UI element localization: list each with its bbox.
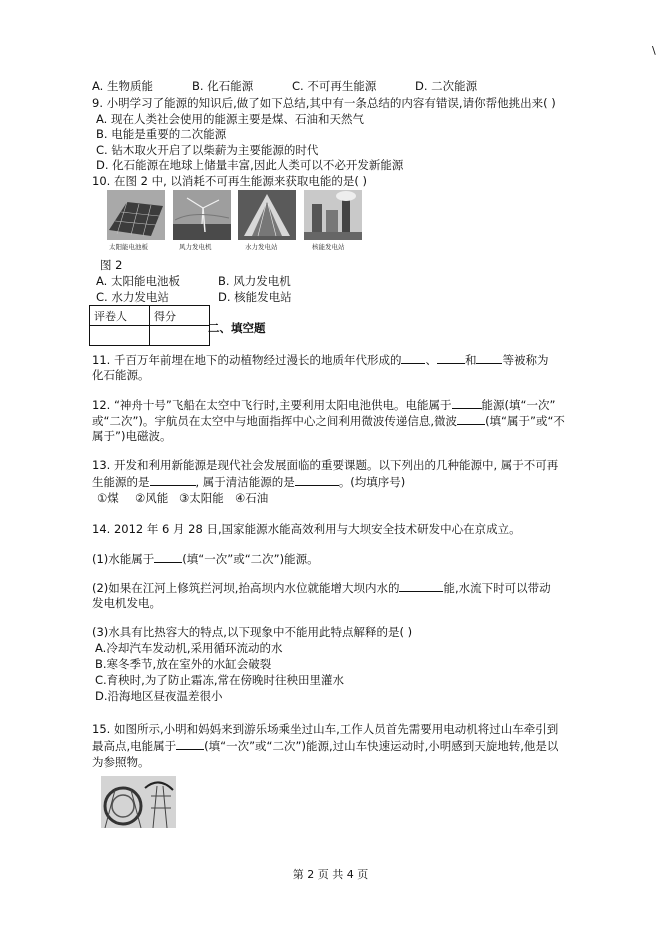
q11-blank-3 — [476, 352, 502, 364]
figure-2-label: 图 2 — [100, 258, 123, 272]
q14-text: 能,水流下时可以带动 — [443, 581, 551, 595]
section-title: 二、填空题 — [208, 321, 266, 335]
q12-text: 或“二次”)。宇航员在太空中与地面指挥中心之间利用微波传递信息,微波 — [92, 414, 458, 428]
q11-text: 和 — [464, 353, 477, 367]
q12-line2 — [92, 413, 565, 428]
q10-option-d: D. 核能发电站 — [218, 290, 292, 304]
q14-blank-1 — [154, 551, 182, 563]
q12-text: 12. “神舟十号”飞船在太空中飞行时,主要利用太阳电池供电。电能属于 — [92, 398, 452, 412]
q14-stem: 14. 2012 年 6 月 28 日,国家能源水能高效利用与大坝安全技术研发中心在京成立。 — [92, 522, 521, 536]
corner-mark: \ — [652, 44, 656, 57]
q9-stem: 9. 小明学习了能源的知识后,做了如下总结,其中有一条总结的内容有错误,请你帮他挑出来( ) — [92, 96, 556, 110]
q12-text: (填“属于”或“不 — [485, 414, 565, 428]
q11-text: 、 — [425, 353, 437, 367]
reviewer-cell — [90, 326, 150, 346]
q10-option-a: A. 太阳能电池板 — [96, 274, 180, 288]
q15-line2 — [92, 738, 558, 753]
q8-option-b: B. 化石能源 — [192, 79, 254, 93]
q10-stem: 10. 在图 2 中, 以消耗不可再生能源来获取电能的是( ) — [92, 174, 368, 188]
q14-option-b: B.寒冬季节,放在室外的水缸会破裂 — [95, 657, 272, 671]
hydro-station-photo — [238, 190, 296, 240]
q13-text: , 属于清洁能源的是 — [195, 475, 295, 489]
caption-wind: 风力发电机 — [179, 243, 212, 251]
nuclear-station-photo — [304, 190, 362, 240]
q15-text: 最高点,电能属于 — [92, 739, 177, 753]
q10-options-row2 — [96, 290, 292, 304]
reviewer-label: 评卷人 — [90, 306, 150, 326]
q9-option-a: A. 现在人类社会使用的能源主要是煤、石油和天然气 — [96, 112, 364, 126]
q11-text: 11. 千百万年前埋在地下的动植物经过漫长的地质年代形成的 — [92, 353, 402, 367]
q14-option-d: D.沿海地区昼夜温差很小 — [95, 689, 223, 703]
q13-blank-1 — [150, 474, 196, 486]
q12-blank-1 — [452, 397, 482, 409]
q12-text: 能源(填“一次” — [481, 398, 556, 412]
q13-text: 。(均填序号) — [338, 475, 406, 489]
q8-option-d: D. 二次能源 — [415, 79, 478, 93]
q13-options — [97, 491, 268, 505]
q14-text: (2)如果在江河上修筑拦河坝,抬高坝内水位就能增大坝内水的 — [92, 581, 400, 595]
q15-line3 — [92, 754, 150, 769]
q10-option-c: C. 水力发电站 — [96, 290, 169, 304]
q8-options — [92, 79, 477, 93]
q14-part1 — [92, 551, 319, 566]
q14-option-a: A.冷却汽车发动机,采用循环流动的水 — [95, 641, 283, 655]
q11-blank-1 — [401, 352, 425, 364]
q14-part2-line2: 发电机发电。 — [92, 596, 161, 610]
q15-line1: 15. 如图所示,小明和妈妈来到游乐场乘坐过山车,工作人员首先需要用电动机将过山车牵引到 — [92, 722, 559, 736]
q12-line1 — [92, 397, 555, 412]
caption-nuclear: 核能发电站 — [312, 243, 345, 251]
q9-option-c: C. 钻木取火开启了以柴薪为主要能源的时代 — [96, 143, 319, 157]
q14-option-c: C.育秧时,为了防止霜冻,常在傍晚时往秧田里灌水 — [95, 673, 344, 687]
q14-text: (1)水能属于 — [92, 552, 155, 566]
q10-options-row1 — [96, 274, 291, 288]
q8-option-a: A. 生物质能 — [92, 79, 153, 93]
q11-text: 等被称为 — [502, 353, 549, 367]
caption-hydro: 水力发电站 — [245, 243, 278, 251]
score-box — [89, 305, 210, 346]
q13-option-1: ①煤 — [97, 491, 119, 505]
q14-text: (填“一次”或“二次”)能源。 — [182, 552, 319, 566]
q13-option-4: ④石油 — [235, 491, 269, 505]
q12-line3: 属于”)电磁波。 — [92, 429, 172, 443]
figure-2-photos — [107, 190, 363, 252]
score-label: 得分 — [150, 306, 210, 326]
roller-coaster-photo — [101, 776, 176, 828]
q13-text: 生能源的是 — [92, 475, 150, 489]
q14-blank-2 — [399, 580, 443, 592]
q8-option-c: C. 不可再生能源 — [292, 79, 377, 93]
q11-line1 — [92, 352, 548, 367]
q9-option-b: B. 电能是重要的二次能源 — [96, 127, 227, 141]
q13-blank-2 — [295, 474, 339, 486]
q14-part3: (3)水具有比热容大的特点,以下现象中不能用此特点解释的是( ) — [92, 625, 413, 639]
q14-part2-line1 — [92, 580, 551, 595]
q13-line2 — [92, 474, 405, 489]
q10-option-b: B. 风力发电机 — [218, 274, 291, 288]
q11-line2: 化石能源。 — [92, 368, 150, 382]
q15-text: (填“一次”或“二次”)能源,过山车快速运动时,小明感到天旋地转,他是以 — [204, 739, 559, 753]
score-cell — [150, 326, 210, 346]
q15-text: 为参照物。 — [92, 755, 150, 769]
q13-option-3: ③太阳能 — [179, 491, 224, 505]
q13-option-2: ②风能 — [135, 491, 169, 505]
q13-line1: 13. 开发和利用新能源是现代社会发展面临的重要课题。以下列出的几种能源中, 属于不可再 — [92, 458, 559, 472]
solar-panel-photo — [107, 190, 165, 240]
q9-option-d: D. 化石能源在地球上储量丰富,因此人类可以不必开发新能源 — [96, 158, 404, 172]
wind-turbine-photo — [173, 190, 231, 240]
q15-blank-1 — [176, 738, 204, 750]
q11-blank-2 — [437, 352, 465, 364]
q12-blank-2 — [457, 413, 485, 425]
page-footer: 第 2 页 共 4 页 — [292, 868, 369, 881]
caption-solar: 太阳能电池板 — [109, 243, 148, 251]
